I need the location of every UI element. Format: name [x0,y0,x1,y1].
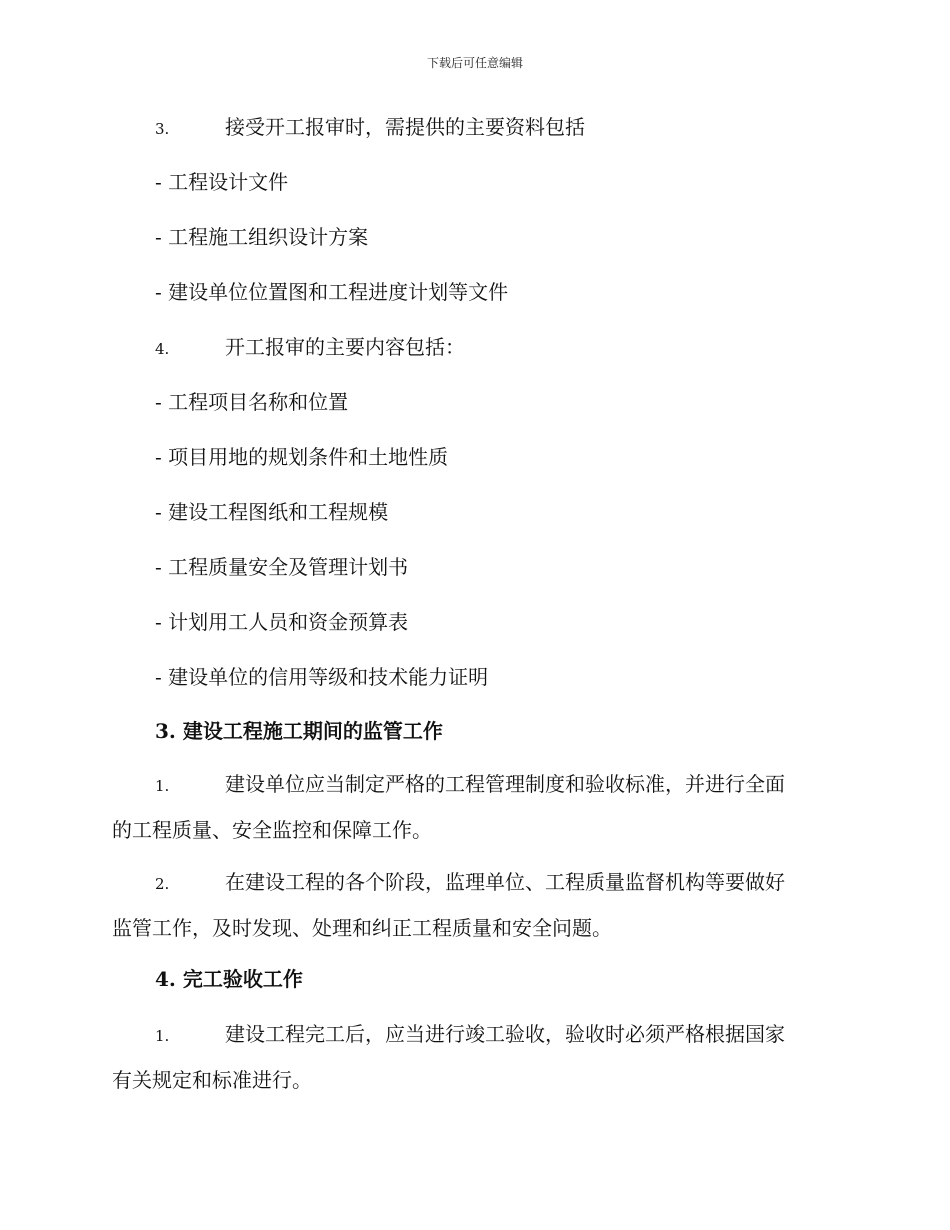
section4-item-1 [112,1012,834,1102]
list-text: 建设单位应当制定严格的工程管理制度和验收标准，并进行全面 [225,772,785,796]
paragraph-first-line [112,1012,834,1058]
list-item-3 [155,113,585,143]
section-heading-4: 4. 完工验收工作 [155,967,303,991]
list-text: 在建设工程的各个阶段，监理单位、工程质量监督机构等要做好 [225,870,785,894]
list-text: 建设工程完工后，应当进行竣工验收，验收时必须严格根据国家 [225,1022,785,1046]
section3-item-1 [112,762,834,852]
bullet-item: - 建设单位位置图和工程进度计划等文件 [155,280,509,304]
list-number: 1. [155,777,170,795]
bullet-item: - 工程设计文件 [155,170,289,194]
bullet-item: - 工程项目名称和位置 [155,390,349,414]
list-text: 接受开工报审时，需提供的主要资料包括 [225,115,585,139]
paragraph-first-line [112,860,834,906]
list-number: 2. [155,875,170,893]
list-number: 3. [155,120,170,138]
bullet-item: - 建设工程图纸和工程规模 [155,500,389,524]
paragraph-continuation: 监管工作，及时发现、处理和纠正工程质量和安全问题。 [112,916,612,940]
page-header: 下载后可任意编辑 [426,56,523,70]
paragraph-continuation: 有关规定和标准进行。 [112,1068,312,1092]
list-number: 4. [155,340,170,358]
bullet-item: - 工程施工组织设计方案 [155,225,369,249]
bullet-item: - 项目用地的规划条件和土地性质 [155,445,449,469]
list-item-4 [155,333,465,363]
section3-item-2 [112,860,834,950]
bullet-item: - 计划用工人员和资金预算表 [155,610,409,634]
paragraph-continuation: 的工程质量、安全监控和保障工作。 [112,818,432,842]
list-text: 开工报审的主要内容包括： [225,335,465,359]
bullet-item: - 工程质量安全及管理计划书 [155,555,409,579]
list-number: 1. [155,1027,170,1045]
section-heading-3: 3. 建设工程施工期间的监管工作 [155,719,443,743]
paragraph-first-line [112,762,834,808]
bullet-item: - 建设单位的信用等级和技术能力证明 [155,665,489,689]
